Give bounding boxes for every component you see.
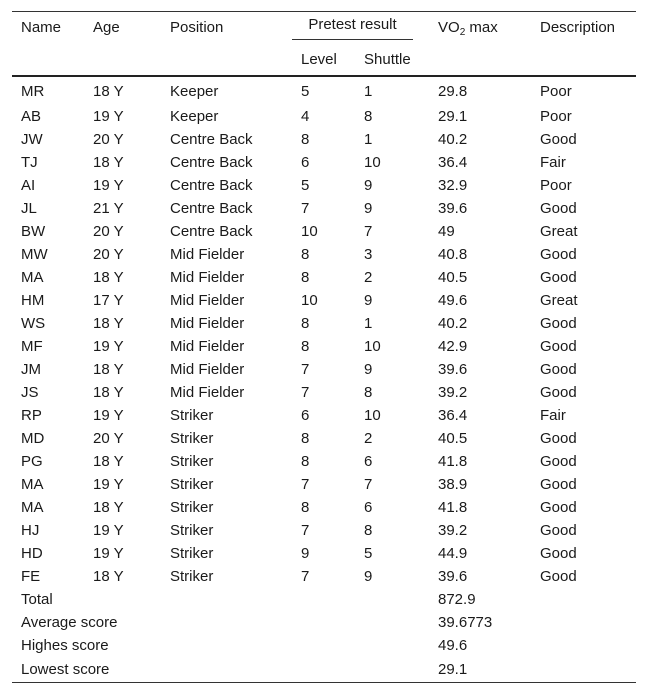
cell-vo2: 39.6 [438, 200, 468, 217]
table-header [12, 12, 636, 77]
cell-vo2: 40.5 [438, 269, 468, 286]
cell-description: Good [540, 361, 577, 378]
cell-name: HJ [21, 522, 40, 539]
cell-position: Striker [170, 430, 214, 447]
header-pretest: Pretest result [292, 16, 413, 40]
table-summary [12, 588, 636, 683]
cell-vo2: 39.2 [438, 522, 468, 539]
table-row [12, 427, 636, 450]
cell-level: 8 [301, 246, 310, 263]
cell-vo2: 40.2 [438, 131, 468, 148]
cell-name: JM [21, 361, 41, 378]
header-pretest-group [292, 12, 429, 45]
table-row [12, 151, 636, 174]
cell-age: 20 Y [93, 131, 124, 148]
cell-age: 18 Y [93, 269, 124, 286]
cell-age: 20 Y [93, 246, 124, 263]
cell-position: Centre Back [170, 131, 253, 148]
cell-shuttle: 10 [364, 338, 381, 355]
cell-level: 10 [301, 223, 318, 240]
cell-level: 4 [301, 108, 310, 125]
cell-shuttle: 7 [364, 476, 373, 493]
cell-level: 8 [301, 338, 310, 355]
cell-level: 7 [301, 200, 310, 217]
cell-shuttle: 9 [364, 292, 373, 309]
cell-name: HD [21, 545, 43, 562]
cell-name: MW [21, 246, 48, 263]
cell-description: Good [540, 384, 577, 401]
cell-age: 18 Y [93, 453, 124, 470]
cell-shuttle: 6 [364, 453, 373, 470]
cell-shuttle: 10 [364, 407, 381, 424]
header-description: Description [540, 19, 616, 36]
cell-position: Striker [170, 453, 214, 470]
table-row [12, 335, 636, 358]
cell-level: 8 [301, 315, 310, 332]
cell-vo2: 44.9 [438, 545, 468, 562]
cell-name: RP [21, 407, 42, 424]
cell-level: 5 [301, 177, 310, 194]
cell-vo2: 39.2 [438, 384, 468, 401]
cell-description: Poor [540, 83, 572, 100]
summary-label: Total [21, 591, 53, 608]
cell-level: 7 [301, 476, 310, 493]
cell-position: Striker [170, 407, 214, 424]
cell-age: 19 Y [93, 522, 124, 539]
summary-row [12, 611, 636, 634]
cell-age: 19 Y [93, 177, 124, 194]
cell-position: Centre Back [170, 200, 253, 217]
table-row [12, 542, 636, 565]
cell-description: Good [540, 499, 577, 516]
cell-age: 18 Y [93, 568, 124, 585]
header-vo2-main: VO [438, 19, 460, 36]
cell-vo2: 40.5 [438, 430, 468, 447]
cell-description: Poor [540, 177, 572, 194]
cell-description: Good [540, 430, 577, 447]
cell-age: 19 Y [93, 338, 124, 355]
cell-description: Fair [540, 154, 566, 171]
cell-name: MA [21, 476, 44, 493]
header-name: Name [21, 19, 62, 36]
table-row [12, 473, 636, 496]
table-row [12, 358, 636, 381]
cell-description: Good [540, 476, 577, 493]
table-row [12, 496, 636, 519]
cell-shuttle: 2 [364, 269, 373, 286]
cell-shuttle: 2 [364, 430, 373, 447]
table-row [12, 174, 636, 197]
cell-position: Mid Fielder [170, 269, 245, 286]
table-row [12, 381, 636, 404]
cell-age: 17 Y [93, 292, 124, 309]
cell-name: TJ [21, 154, 38, 171]
cell-shuttle: 9 [364, 200, 373, 217]
table-row [12, 105, 636, 128]
cell-position: Keeper [170, 83, 219, 100]
cell-name: FE [21, 568, 41, 585]
cell-name: HM [21, 292, 45, 309]
summary-value: 872.9 [438, 591, 476, 608]
cell-level: 5 [301, 83, 310, 100]
cell-description: Good [540, 545, 577, 562]
cell-description: Fair [540, 407, 566, 424]
cell-shuttle: 3 [364, 246, 373, 263]
cell-vo2: 36.4 [438, 407, 468, 424]
summary-row [12, 657, 636, 683]
cell-level: 6 [301, 154, 310, 171]
summary-empty [531, 611, 636, 634]
cell-position: Keeper [170, 108, 219, 125]
cell-description: Good [540, 522, 577, 539]
cell-level: 7 [301, 361, 310, 378]
cell-shuttle: 8 [364, 522, 373, 539]
cell-level: 7 [301, 568, 310, 585]
table-row [12, 243, 636, 266]
header-vo2-rest: max [465, 19, 498, 36]
cell-description: Great [540, 292, 578, 309]
cell-shuttle: 7 [364, 223, 373, 240]
cell-level: 8 [301, 131, 310, 148]
cell-age: 18 Y [93, 83, 124, 100]
table-row [12, 312, 636, 335]
summary-empty [531, 657, 636, 683]
cell-description: Good [540, 200, 577, 217]
cell-position: Striker [170, 568, 214, 585]
cell-vo2: 32.9 [438, 177, 468, 194]
cell-name: WS [21, 315, 46, 332]
table-row [12, 266, 636, 289]
cell-position: Striker [170, 499, 214, 516]
cell-age: 20 Y [93, 430, 124, 447]
cell-age: 18 Y [93, 315, 124, 332]
vo2-results-table [12, 11, 636, 683]
cell-name: MF [21, 338, 43, 355]
cell-description: Good [540, 453, 577, 470]
table-row [12, 519, 636, 542]
cell-age: 18 Y [93, 154, 124, 171]
summary-value: 39.6773 [438, 614, 493, 631]
cell-description: Good [540, 568, 577, 585]
cell-level: 10 [301, 292, 318, 309]
cell-age: 18 Y [93, 499, 124, 516]
cell-position: Mid Fielder [170, 292, 245, 309]
cell-name: PG [21, 453, 43, 470]
cell-name: AB [21, 108, 42, 125]
summary-label: Lowest score [12, 657, 429, 683]
cell-vo2: 49.6 [438, 292, 468, 309]
cell-vo2: 29.8 [438, 83, 468, 100]
cell-name: BW [21, 223, 46, 240]
header-age: Age [93, 19, 120, 36]
cell-name: MA [21, 269, 44, 286]
summary-row [12, 634, 636, 657]
cell-level: 9 [301, 545, 310, 562]
cell-position: Striker [170, 522, 214, 539]
cell-position: Mid Fielder [170, 384, 245, 401]
cell-shuttle: 10 [364, 154, 381, 171]
cell-shuttle: 1 [364, 131, 373, 148]
cell-vo2: 39.6 [438, 568, 468, 585]
cell-position: Centre Back [170, 177, 253, 194]
cell-position: Striker [170, 545, 214, 562]
cell-vo2: 36.4 [438, 154, 468, 171]
cell-level: 8 [301, 453, 310, 470]
cell-vo2: 49 [438, 223, 455, 240]
cell-shuttle: 5 [364, 545, 373, 562]
cell-age: 19 Y [93, 108, 124, 125]
cell-name: JS [21, 384, 39, 401]
cell-vo2: 40.2 [438, 315, 468, 332]
cell-description: Good [540, 269, 577, 286]
summary-label: Average score [21, 614, 118, 631]
cell-description: Great [540, 223, 578, 240]
cell-description: Good [540, 338, 577, 355]
cell-level: 6 [301, 407, 310, 424]
header-position: Position [170, 19, 224, 36]
cell-shuttle: 6 [364, 499, 373, 516]
cell-vo2: 42.9 [438, 338, 468, 355]
cell-shuttle: 9 [364, 177, 373, 194]
cell-description: Good [540, 315, 577, 332]
table-row [12, 289, 636, 312]
cell-position: Centre Back [170, 223, 253, 240]
header-level: Level [301, 51, 337, 68]
cell-name: MR [21, 83, 45, 100]
cell-shuttle: 8 [364, 384, 373, 401]
cell-position: Mid Fielder [170, 246, 245, 263]
cell-position: Centre Back [170, 154, 253, 171]
cell-level: 8 [301, 499, 310, 516]
cell-level: 7 [301, 384, 310, 401]
summary-value: 49.6 [438, 637, 468, 654]
cell-level: 8 [301, 430, 310, 447]
cell-age: 21 Y [93, 200, 124, 217]
cell-age: 20 Y [93, 223, 124, 240]
cell-shuttle: 9 [364, 568, 373, 585]
cell-vo2: 39.6 [438, 361, 468, 378]
cell-age: 18 Y [93, 361, 124, 378]
cell-position: Striker [170, 476, 214, 493]
cell-vo2: 38.9 [438, 476, 468, 493]
cell-description: Good [540, 246, 577, 263]
cell-shuttle: 1 [364, 315, 373, 332]
cell-position: Mid Fielder [170, 315, 245, 332]
cell-age: 19 Y [93, 476, 124, 493]
table-row [12, 404, 636, 427]
cell-description: Poor [540, 108, 572, 125]
cell-level: 7 [301, 522, 310, 539]
cell-shuttle: 8 [364, 108, 373, 125]
cell-name: JW [21, 131, 43, 148]
header-vo2-max [429, 12, 531, 77]
cell-name: JL [21, 200, 37, 217]
table-row [12, 220, 636, 243]
summary-empty [531, 634, 636, 657]
cell-vo2: 40.8 [438, 246, 468, 263]
table-row [12, 128, 636, 151]
table-row [12, 197, 636, 220]
header-shuttle: Shuttle [364, 51, 411, 68]
table-row [12, 76, 636, 105]
summary-row [12, 588, 636, 611]
cell-name: AI [21, 177, 36, 194]
summary-empty [531, 588, 636, 611]
cell-name: MA [21, 499, 44, 516]
cell-vo2: 29.1 [438, 108, 468, 125]
summary-value: 29.1 [429, 657, 531, 683]
cell-age: 19 Y [93, 407, 124, 424]
cell-level: 8 [301, 269, 310, 286]
cell-vo2: 41.8 [438, 499, 468, 516]
summary-label: Highes score [21, 637, 109, 654]
cell-vo2: 41.8 [438, 453, 468, 470]
header-vo2-sub: 2 [459, 27, 466, 38]
cell-shuttle: 1 [364, 83, 373, 100]
table-body [12, 76, 636, 588]
table-row [12, 565, 636, 588]
cell-shuttle: 9 [364, 361, 373, 378]
cell-position: Mid Fielder [170, 361, 245, 378]
table-row [12, 450, 636, 473]
cell-position: Mid Fielder [170, 338, 245, 355]
cell-name: MD [21, 430, 45, 447]
cell-age: 18 Y [93, 384, 124, 401]
cell-description: Good [540, 131, 577, 148]
cell-age: 19 Y [93, 545, 124, 562]
